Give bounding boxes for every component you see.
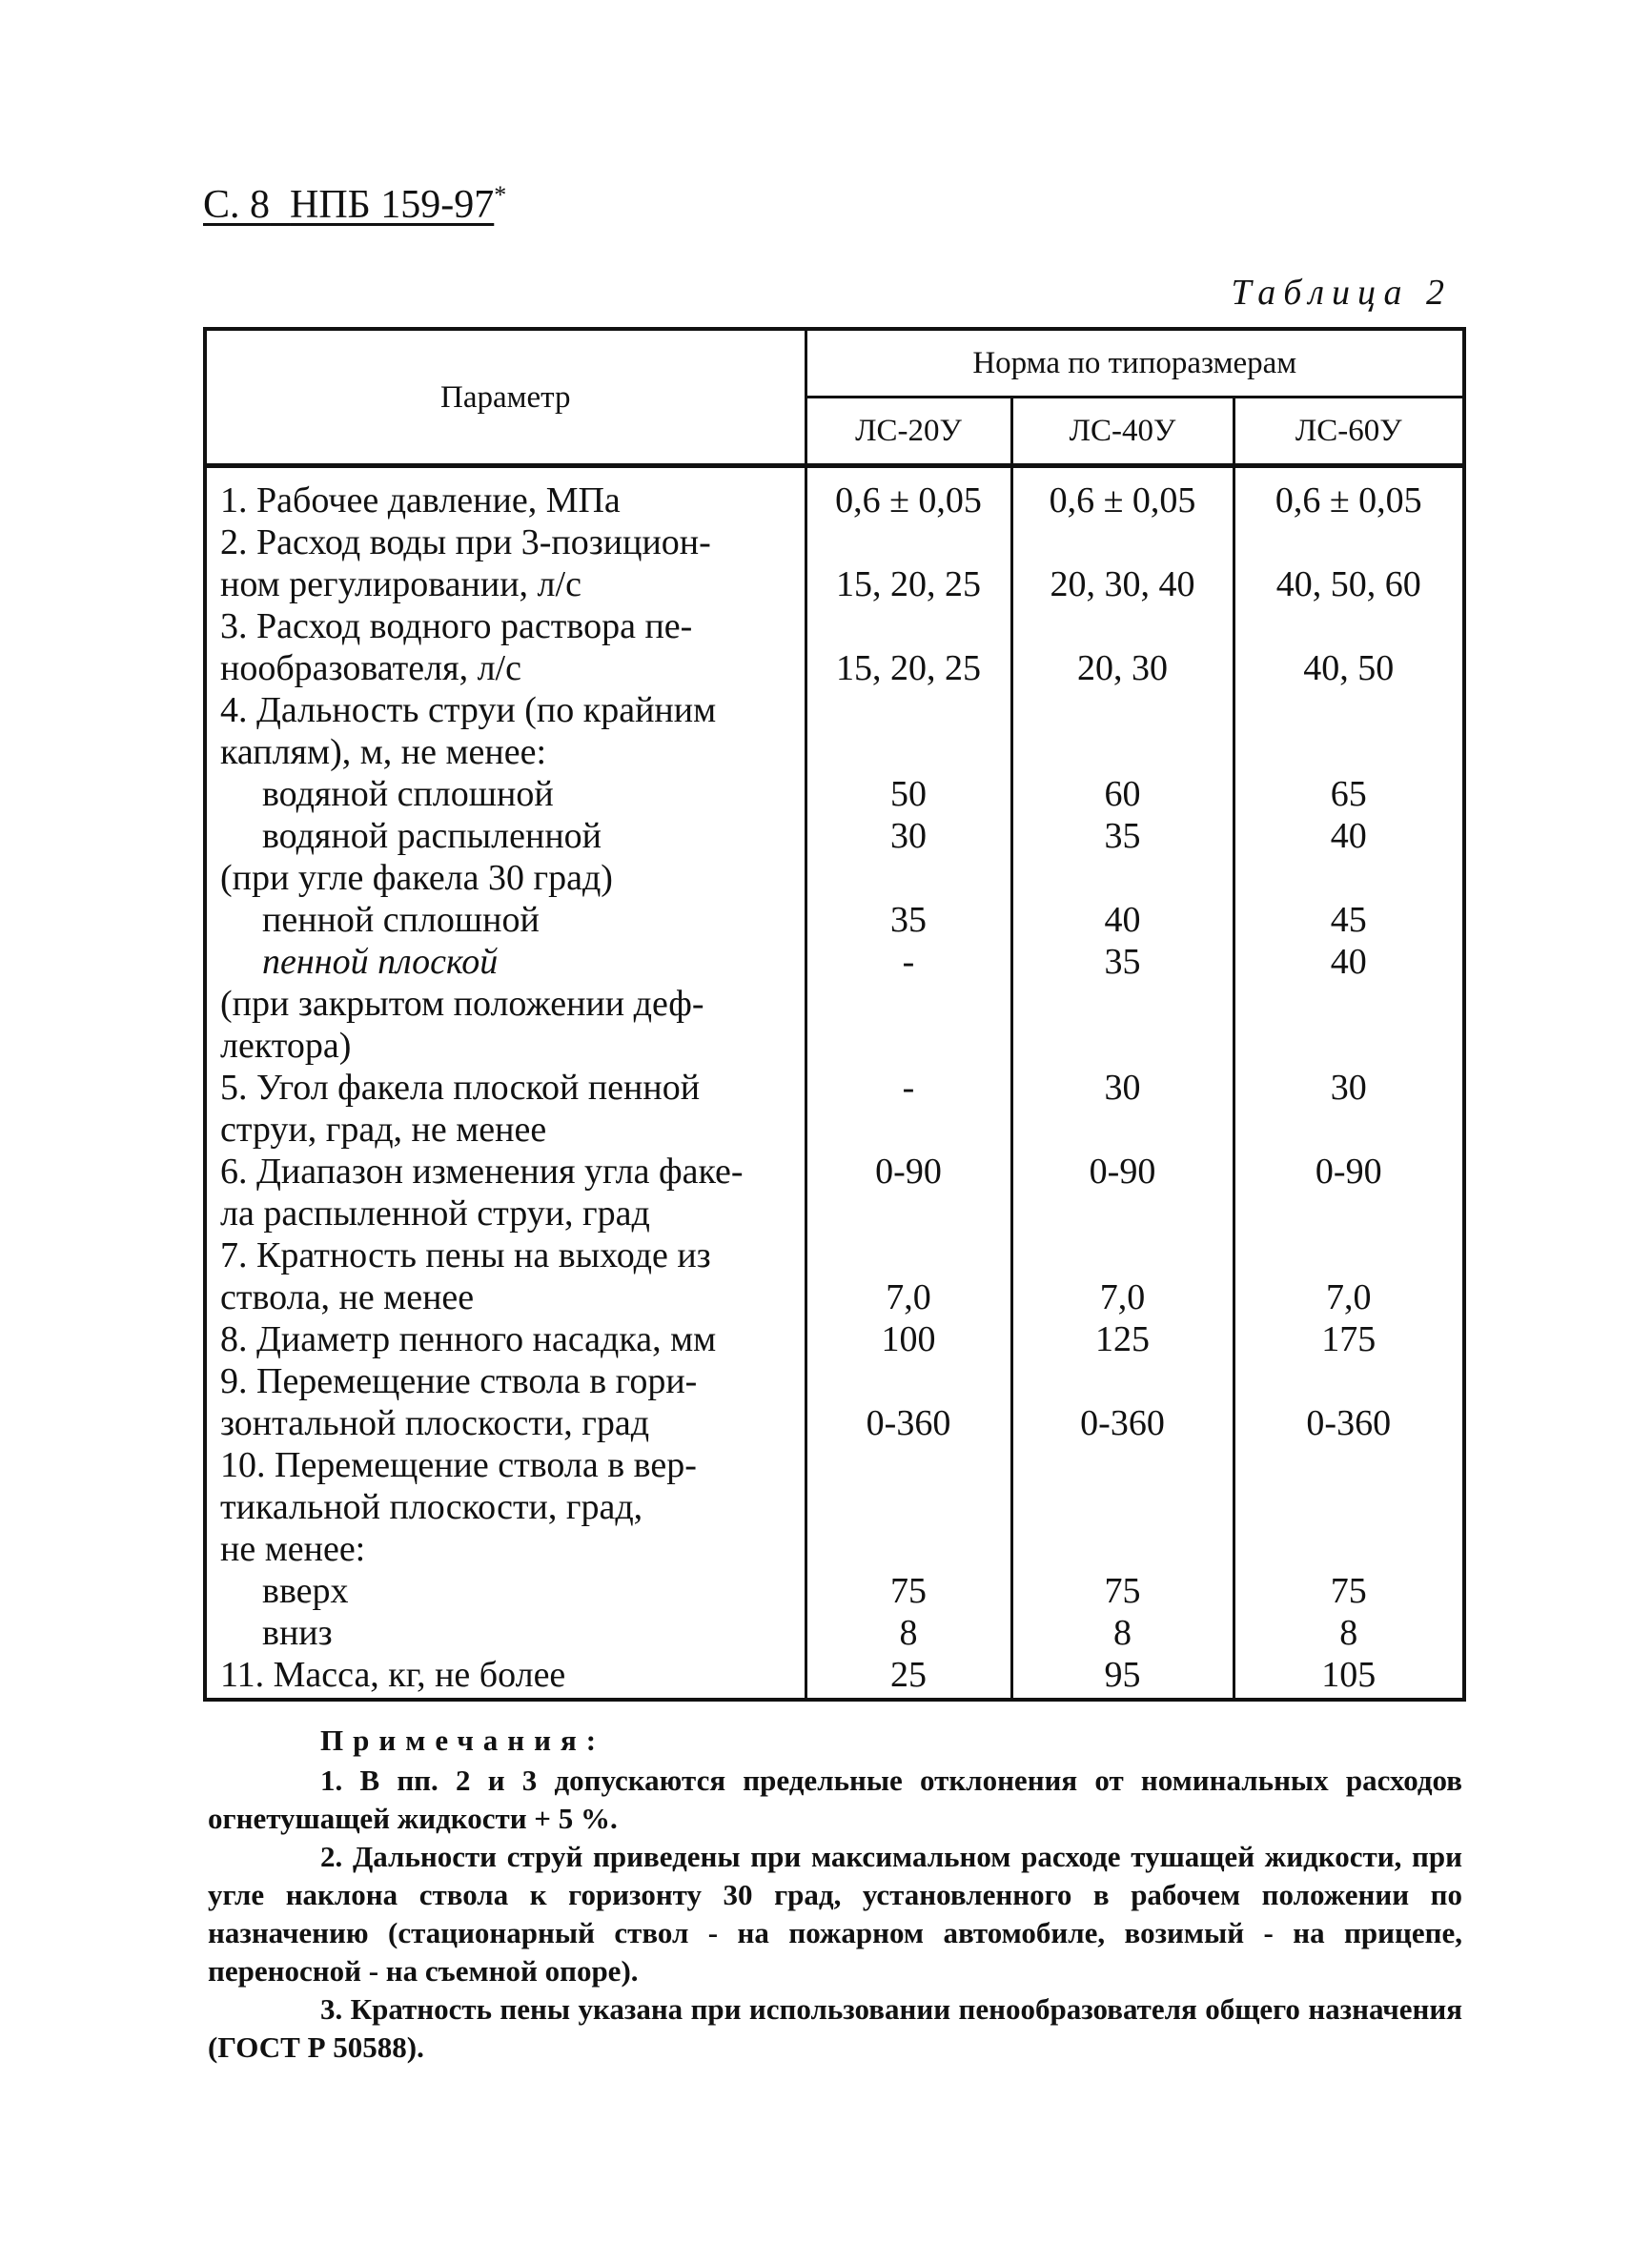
param-cell: не менее: — [205, 1528, 806, 1570]
param-cell: 5. Угол факела плоской пенной — [205, 1067, 806, 1109]
value-cell — [1234, 1109, 1464, 1151]
value-cell — [806, 1486, 1011, 1528]
value-cell — [1011, 521, 1234, 563]
value-cell: 30 — [806, 815, 1011, 857]
value-cell: 20, 30 — [1011, 647, 1234, 689]
value-cell: 0,6 ± 0,05 — [1234, 466, 1464, 522]
value-cell: 40 — [1011, 899, 1234, 941]
value-cell: 7,0 — [1234, 1276, 1464, 1318]
value-cell: 7,0 — [1011, 1276, 1234, 1318]
table-row — [205, 1318, 1464, 1360]
table-row — [205, 1234, 1464, 1276]
value-cell: 0,6 ± 0,05 — [1011, 466, 1234, 522]
notes-section — [208, 1722, 1462, 2067]
value-cell — [1011, 1360, 1234, 1402]
param-cell: зонтальной плоскости, град — [205, 1402, 806, 1444]
table-row — [205, 1654, 1464, 1700]
param-cell: 10. Перемещение ствола в вер- — [205, 1444, 806, 1486]
note-item: 1. В пп. 2 и 3 допускаются предельные отклонения от номинальных расходов огнетушащей жидкости + 5 %. — [208, 1764, 1462, 1835]
value-cell: 20, 30, 40 — [1011, 563, 1234, 605]
value-cell: 15, 20, 25 — [806, 647, 1011, 689]
asterisk-mark: * — [494, 181, 507, 209]
param-cell: (при угле факела 30 град) — [205, 857, 806, 899]
param-cell: каплям), м, не менее: — [205, 731, 806, 773]
param-cell: пенной плоской — [205, 941, 806, 983]
table-caption: Таблица 2 — [1231, 273, 1452, 313]
value-cell: 50 — [806, 773, 1011, 815]
value-cell — [806, 605, 1011, 647]
param-cell: тикальной плоскости, град, — [205, 1486, 806, 1528]
value-cell — [1234, 1486, 1464, 1528]
table-row — [205, 731, 1464, 773]
value-cell: 60 — [1011, 773, 1234, 815]
table-row — [205, 857, 1464, 899]
table-row — [205, 1276, 1464, 1318]
value-cell — [1234, 1360, 1464, 1402]
value-cell: 0-90 — [806, 1151, 1011, 1193]
value-cell — [1011, 689, 1234, 731]
table-row — [205, 1151, 1464, 1193]
model-header-ls20u: ЛС-20У — [806, 398, 1011, 466]
param-cell: 3. Расход водного раствора пе- — [205, 605, 806, 647]
value-cell: 175 — [1234, 1318, 1464, 1360]
page-header-code — [203, 183, 494, 227]
value-cell — [1234, 857, 1464, 899]
param-cell: 7. Кратность пены на выходе из — [205, 1234, 806, 1276]
table-row — [205, 605, 1464, 647]
param-cell: водяной сплошной — [205, 773, 806, 815]
value-cell — [1011, 1486, 1234, 1528]
parameters-table — [203, 327, 1466, 1702]
value-cell — [1011, 1109, 1234, 1151]
param-column-header: Параметр — [205, 329, 806, 466]
value-cell — [1234, 1234, 1464, 1276]
value-cell: 35 — [1011, 941, 1234, 983]
model-header-ls60u: ЛС-60У — [1234, 398, 1464, 466]
table-row — [205, 1528, 1464, 1570]
value-cell — [806, 1360, 1011, 1402]
table-row — [205, 1360, 1464, 1402]
param-cell: 9. Перемещение ствола в гори- — [205, 1360, 806, 1402]
value-cell: 125 — [1011, 1318, 1234, 1360]
value-cell — [1234, 689, 1464, 731]
value-cell — [1011, 731, 1234, 773]
table-body — [205, 466, 1464, 1701]
table-row — [205, 815, 1464, 857]
table-row — [205, 983, 1464, 1025]
page-header — [203, 183, 506, 225]
value-cell: 7,0 — [806, 1276, 1011, 1318]
table-row — [205, 1067, 1464, 1109]
value-cell: 100 — [806, 1318, 1011, 1360]
norm-column-header: Норма по типоразмерам — [806, 329, 1464, 398]
value-cell: 0-90 — [1234, 1151, 1464, 1193]
value-cell: 105 — [1234, 1654, 1464, 1700]
value-cell — [1234, 1193, 1464, 1234]
page-number: С. 8 — [203, 183, 271, 227]
param-cell: водяной распыленной — [205, 815, 806, 857]
table-row — [205, 1109, 1464, 1151]
param-cell: вниз — [205, 1612, 806, 1654]
table-row — [205, 1193, 1464, 1234]
param-cell: ла распыленной струи, град — [205, 1193, 806, 1234]
param-cell: струи, град, не менее — [205, 1109, 806, 1151]
table-row — [205, 1025, 1464, 1067]
value-cell: 40, 50 — [1234, 647, 1464, 689]
value-cell: - — [806, 1067, 1011, 1109]
value-cell: 75 — [1011, 1570, 1234, 1612]
value-cell — [1234, 521, 1464, 563]
param-cell: 1. Рабочее давление, МПа — [205, 466, 806, 522]
value-cell: 35 — [1011, 815, 1234, 857]
table-row — [205, 1486, 1464, 1528]
value-cell: 75 — [1234, 1570, 1464, 1612]
table-row — [205, 647, 1464, 689]
param-cell: (при закрытом положении деф- — [205, 983, 806, 1025]
value-cell: 40, 50, 60 — [1234, 563, 1464, 605]
value-cell — [806, 1025, 1011, 1067]
value-cell — [806, 983, 1011, 1025]
param-cell: 6. Диапазон изменения угла факе- — [205, 1151, 806, 1193]
value-cell — [1011, 1444, 1234, 1486]
model-header-ls40u: ЛС-40У — [1011, 398, 1234, 466]
note-item: 3. Кратность пены указана при использовании пенообразователя общего назначения (ГОСТ Р 50588). — [208, 1992, 1462, 2064]
notes-title: Примечания: — [320, 1723, 606, 1757]
table-row — [205, 521, 1464, 563]
value-cell: 0-360 — [806, 1402, 1011, 1444]
value-cell: 0-90 — [1011, 1151, 1234, 1193]
table-row — [205, 1570, 1464, 1612]
value-cell — [1011, 1025, 1234, 1067]
value-cell: 35 — [806, 899, 1011, 941]
value-cell — [1011, 983, 1234, 1025]
document-code: НПБ 159-97 — [290, 183, 495, 227]
value-cell — [1234, 731, 1464, 773]
value-cell: 25 — [806, 1654, 1011, 1700]
value-cell — [806, 1444, 1011, 1486]
value-cell: 95 — [1011, 1654, 1234, 1700]
value-cell — [1011, 1193, 1234, 1234]
value-cell — [806, 1528, 1011, 1570]
value-cell: 65 — [1234, 773, 1464, 815]
table-row — [205, 899, 1464, 941]
table-row — [205, 1612, 1464, 1654]
param-cell: пенной сплошной — [205, 899, 806, 941]
table-row — [205, 563, 1464, 605]
table-row — [205, 773, 1464, 815]
table-row — [205, 1444, 1464, 1486]
value-cell — [1234, 1025, 1464, 1067]
param-cell: лектора) — [205, 1025, 806, 1067]
value-cell — [806, 1193, 1011, 1234]
table-row — [205, 689, 1464, 731]
param-cell: ствола, не менее — [205, 1276, 806, 1318]
table-row — [205, 466, 1464, 522]
value-cell: 30 — [1234, 1067, 1464, 1109]
value-cell — [806, 857, 1011, 899]
value-cell: 30 — [1011, 1067, 1234, 1109]
value-cell — [806, 731, 1011, 773]
value-cell — [1011, 1234, 1234, 1276]
value-cell: 8 — [806, 1612, 1011, 1654]
value-cell — [1234, 1444, 1464, 1486]
value-cell: - — [806, 941, 1011, 983]
param-cell: 4. Дальность струи (по крайним — [205, 689, 806, 731]
note-item: 2. Дальности струй приведены при максимальном расходе тушащей жидкости, при угле наклона ствола к горизонту 30 град, установленного в рабочем положении по назначению (стационарный ствол - на пожарном автомобиле, возимый - на прицепе, переносной - на съемной опоре). — [208, 1840, 1462, 1988]
value-cell: 15, 20, 25 — [806, 563, 1011, 605]
value-cell — [1234, 605, 1464, 647]
value-cell: 75 — [806, 1570, 1011, 1612]
param-cell: 8. Диаметр пенного насадка, мм — [205, 1318, 806, 1360]
value-cell: 0-360 — [1011, 1402, 1234, 1444]
value-cell — [1011, 605, 1234, 647]
value-cell — [1011, 1528, 1234, 1570]
param-cell: нообразователя, л/с — [205, 647, 806, 689]
value-cell: 8 — [1234, 1612, 1464, 1654]
value-cell: 0,6 ± 0,05 — [806, 466, 1011, 522]
table-row — [205, 1402, 1464, 1444]
param-cell: 2. Расход воды при 3-позицион- — [205, 521, 806, 563]
value-cell — [806, 1234, 1011, 1276]
value-cell — [806, 521, 1011, 563]
param-cell: вверх — [205, 1570, 806, 1612]
value-cell — [806, 689, 1011, 731]
value-cell — [1234, 1528, 1464, 1570]
param-cell: ном регулировании, л/с — [205, 563, 806, 605]
value-cell — [806, 1109, 1011, 1151]
table-row — [205, 941, 1464, 983]
value-cell — [1234, 983, 1464, 1025]
value-cell: 45 — [1234, 899, 1464, 941]
param-cell: 11. Масса, кг, не более — [205, 1654, 806, 1700]
value-cell — [1011, 857, 1234, 899]
value-cell: 0-360 — [1234, 1402, 1464, 1444]
value-cell: 40 — [1234, 941, 1464, 983]
value-cell: 8 — [1011, 1612, 1234, 1654]
value-cell: 40 — [1234, 815, 1464, 857]
